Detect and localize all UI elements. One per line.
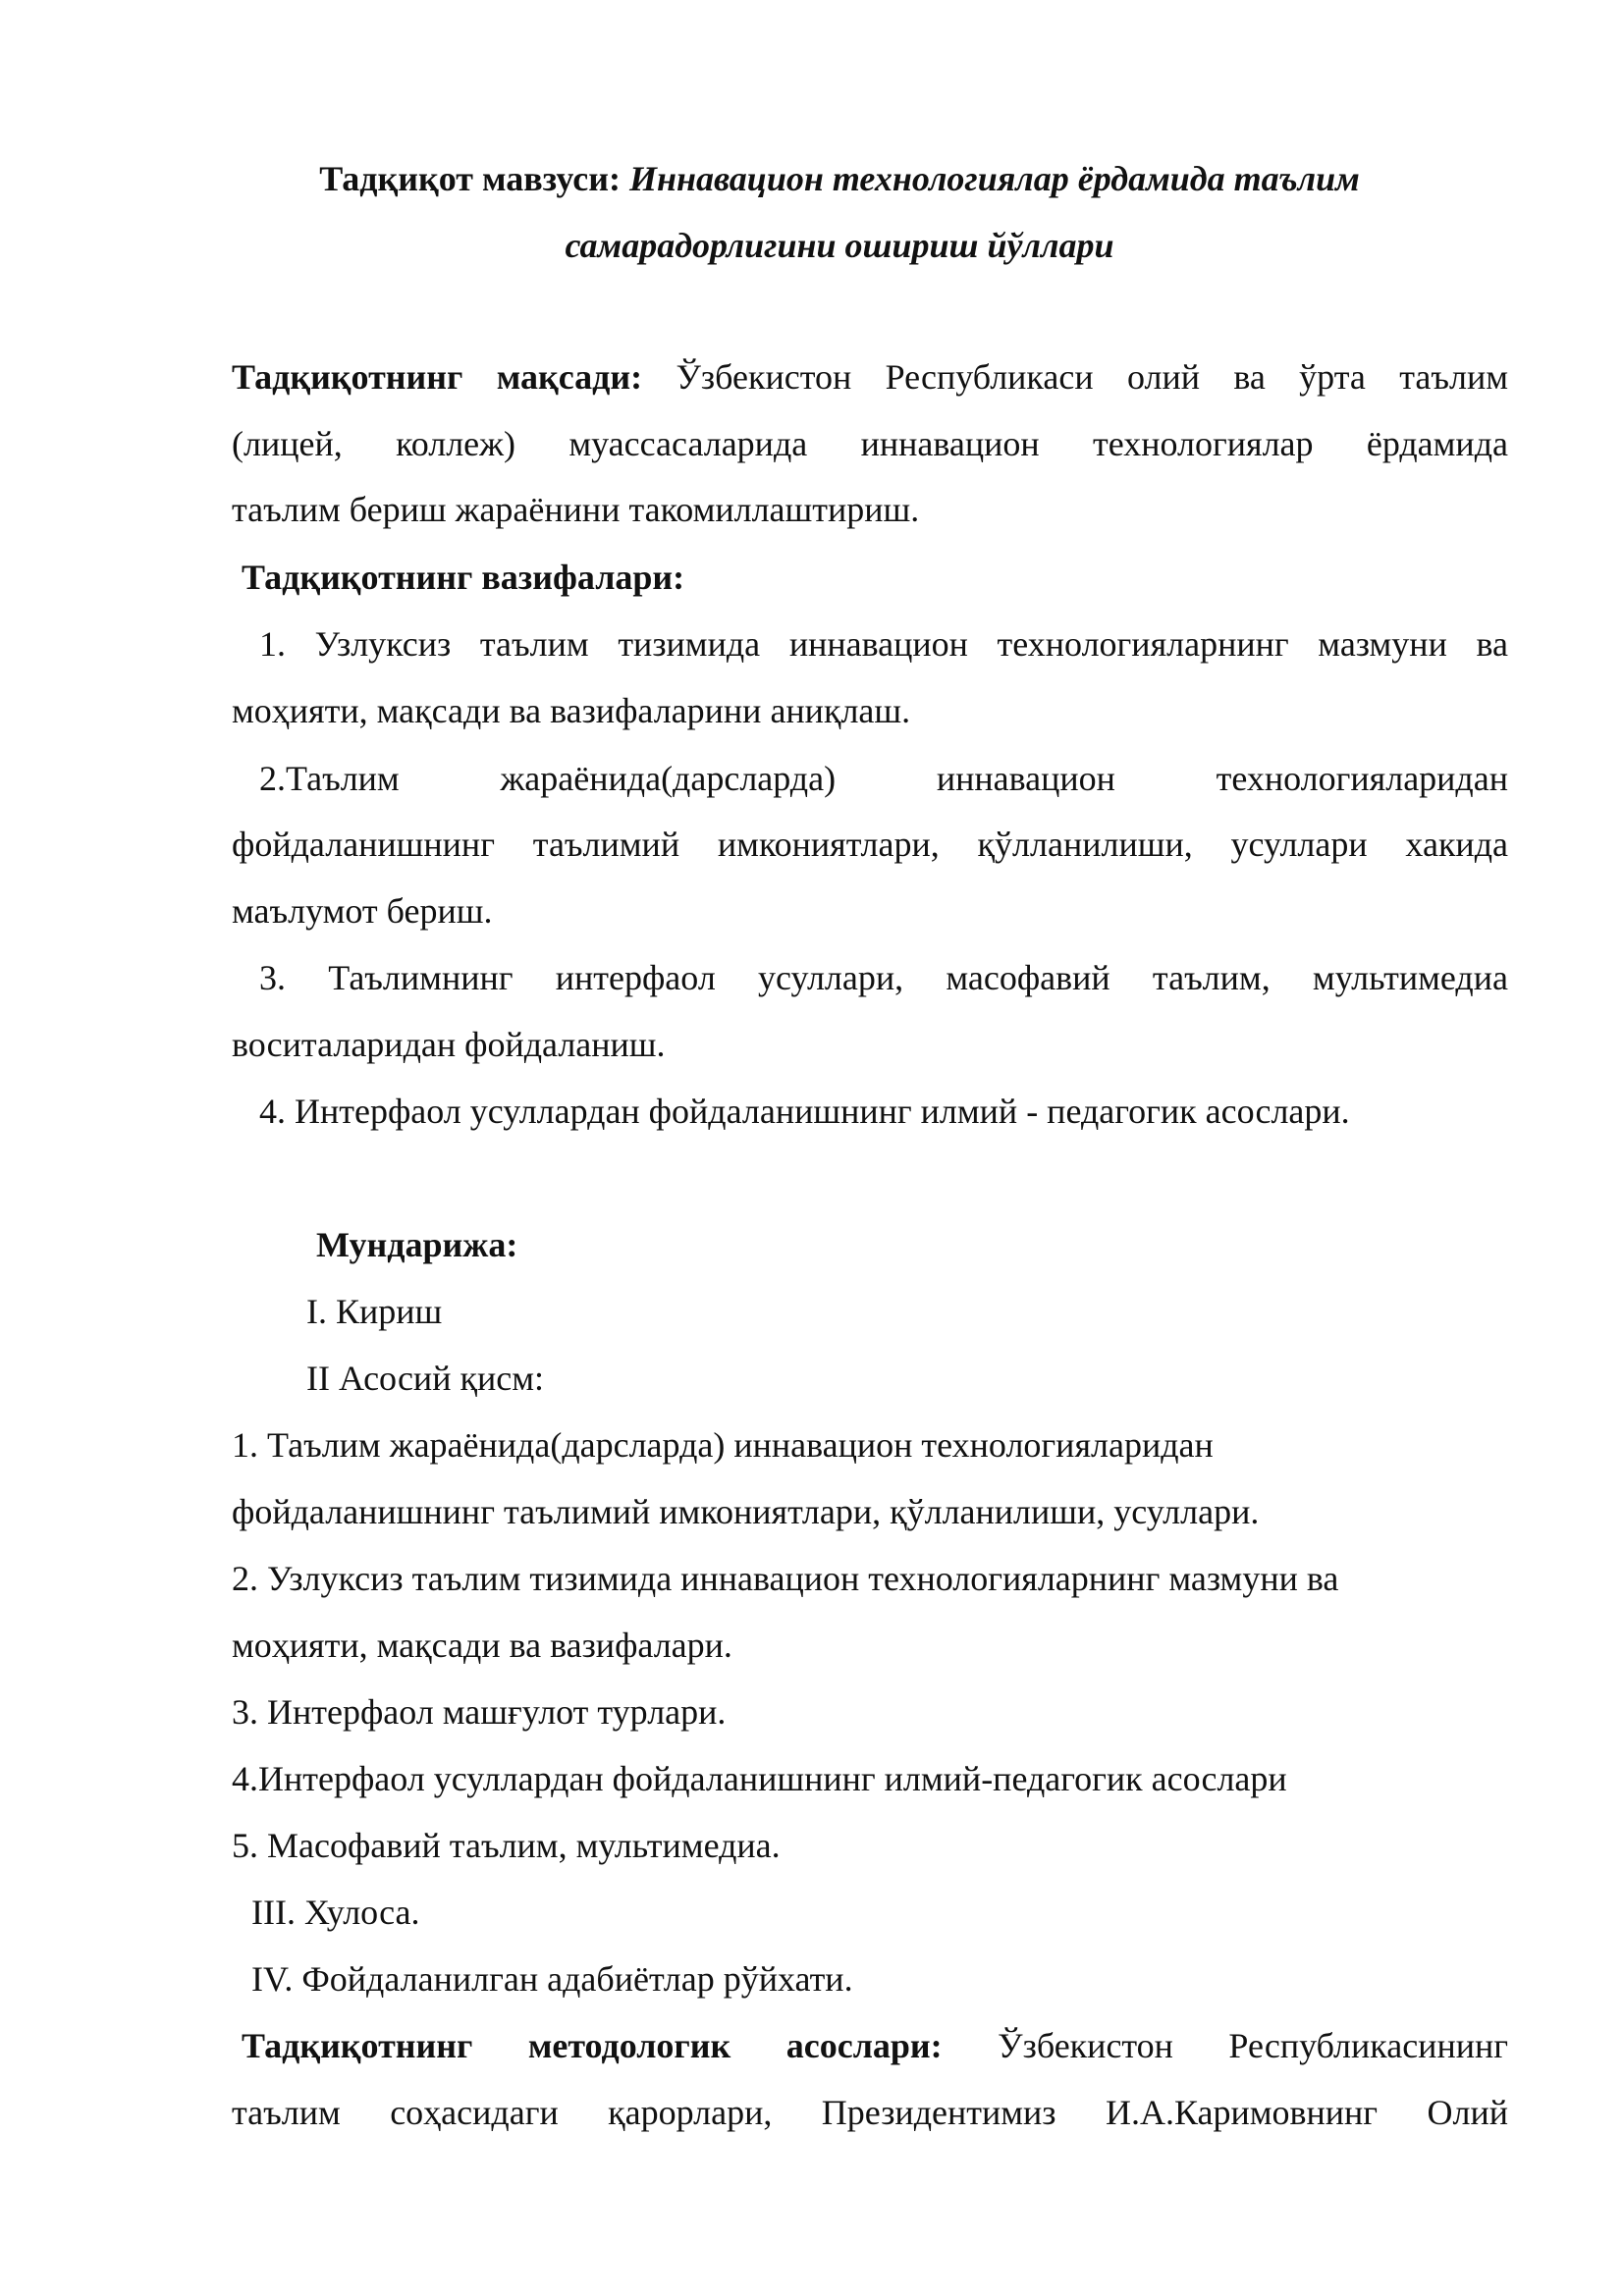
contents-item-2-line-2: моҳияти, мақсади ва вазифалари. bbox=[232, 1626, 732, 1665]
goal-line-3: таълим бериш жараёнини такомиллаштириш. bbox=[232, 490, 920, 529]
task-1-line-1: 1. Узлуксиз таълим тизимида иннавацион технологияларнинг мазмуни ва bbox=[259, 624, 1508, 664]
task-2-line-3: маълумот бериш. bbox=[232, 891, 493, 931]
task-4-line-1: 4. Интерфаол усуллардан фойдаланишнинг илмий - педагогик асослари. bbox=[259, 1092, 1350, 1131]
contents-item-4: 4.Интерфаол усуллардан фойдаланишнинг илмий-педагогик асослари bbox=[232, 1759, 1287, 1798]
contents-item-2-line-1: 2. Узлуксиз таълим тизимида иннавацион технологияларнинг мазмуни ва bbox=[232, 1559, 1339, 1598]
contents-references: IV. Фойдаланилган адабиётлар рўйхати. bbox=[251, 1959, 853, 1999]
topic-line-1 bbox=[232, 157, 1447, 200]
contents-heading: Мундарижа: bbox=[316, 1225, 518, 1264]
methodology-line-2: таълим соҳасидаги қарорлари, Президентимиз И.А.Каримовнинг Олий bbox=[232, 2093, 1508, 2132]
task-2-line-2: фойдаланишнинг таълимий имкониятлари, қўлланилиши, усуллари хакида bbox=[232, 825, 1508, 864]
task-3-line-1: 3. Таълимнинг интерфаол усуллари, масофавий таълим, мультимедиа bbox=[259, 958, 1508, 997]
goal-line-1 bbox=[232, 355, 1508, 399]
goal-line-2: (лицей, коллеж) муассасаларида иннавацион технологиялар ёрдамида bbox=[232, 424, 1508, 463]
contents-item-3: 3. Интерфаол машғулот турлари. bbox=[232, 1692, 727, 1732]
methodology-text-1: Ўзбекистон Республикасининг bbox=[998, 2026, 1509, 2065]
contents-main-part: II Асосий қисм: bbox=[306, 1359, 544, 1398]
contents-item-1-line-1: 1. Таълим жараёнида(дарсларда) иннавацион технологияларидан bbox=[232, 1425, 1214, 1465]
goal-text-1: Ўзбекистон Республикаси олий ва ўрта таълим bbox=[676, 357, 1508, 397]
goal-label: Тадқиқотнинг мақсади: bbox=[232, 357, 643, 397]
contents-item-5: 5. Масофавий таълим, мультимедиа. bbox=[232, 1826, 781, 1865]
methodology-label: Тадқиқотнинг методологик асослари: bbox=[242, 2026, 943, 2065]
task-3-line-2: воситаларидан фойдаланиш. bbox=[232, 1025, 666, 1064]
topic-title-line-1: Иннавацион технологиялар ёрдамида таълим bbox=[628, 159, 1360, 198]
methodology-line-1 bbox=[242, 2024, 1508, 2067]
contents-conclusion: III. Хулоса. bbox=[251, 1893, 420, 1932]
contents-intro: I. Кириш bbox=[306, 1292, 443, 1331]
topic-title-line-2: самарадорлигини ошириш йўллари bbox=[565, 226, 1114, 265]
contents-item-1-line-2: фойдаланишнинг таълимий имкониятлари, қўлланилиши, усуллари. bbox=[232, 1492, 1260, 1531]
topic-label: Тадқиқот мавзуси: bbox=[319, 159, 621, 198]
task-2-line-1: 2.Таълим жараёнида(дарсларда) иннавацион технологияларидан bbox=[259, 759, 1508, 798]
tasks-heading: Тадқиқотнинг вазифалари: bbox=[242, 558, 685, 597]
task-1-line-2: моҳияти, мақсади ва вазифаларини аниқлаш. bbox=[232, 691, 911, 730]
